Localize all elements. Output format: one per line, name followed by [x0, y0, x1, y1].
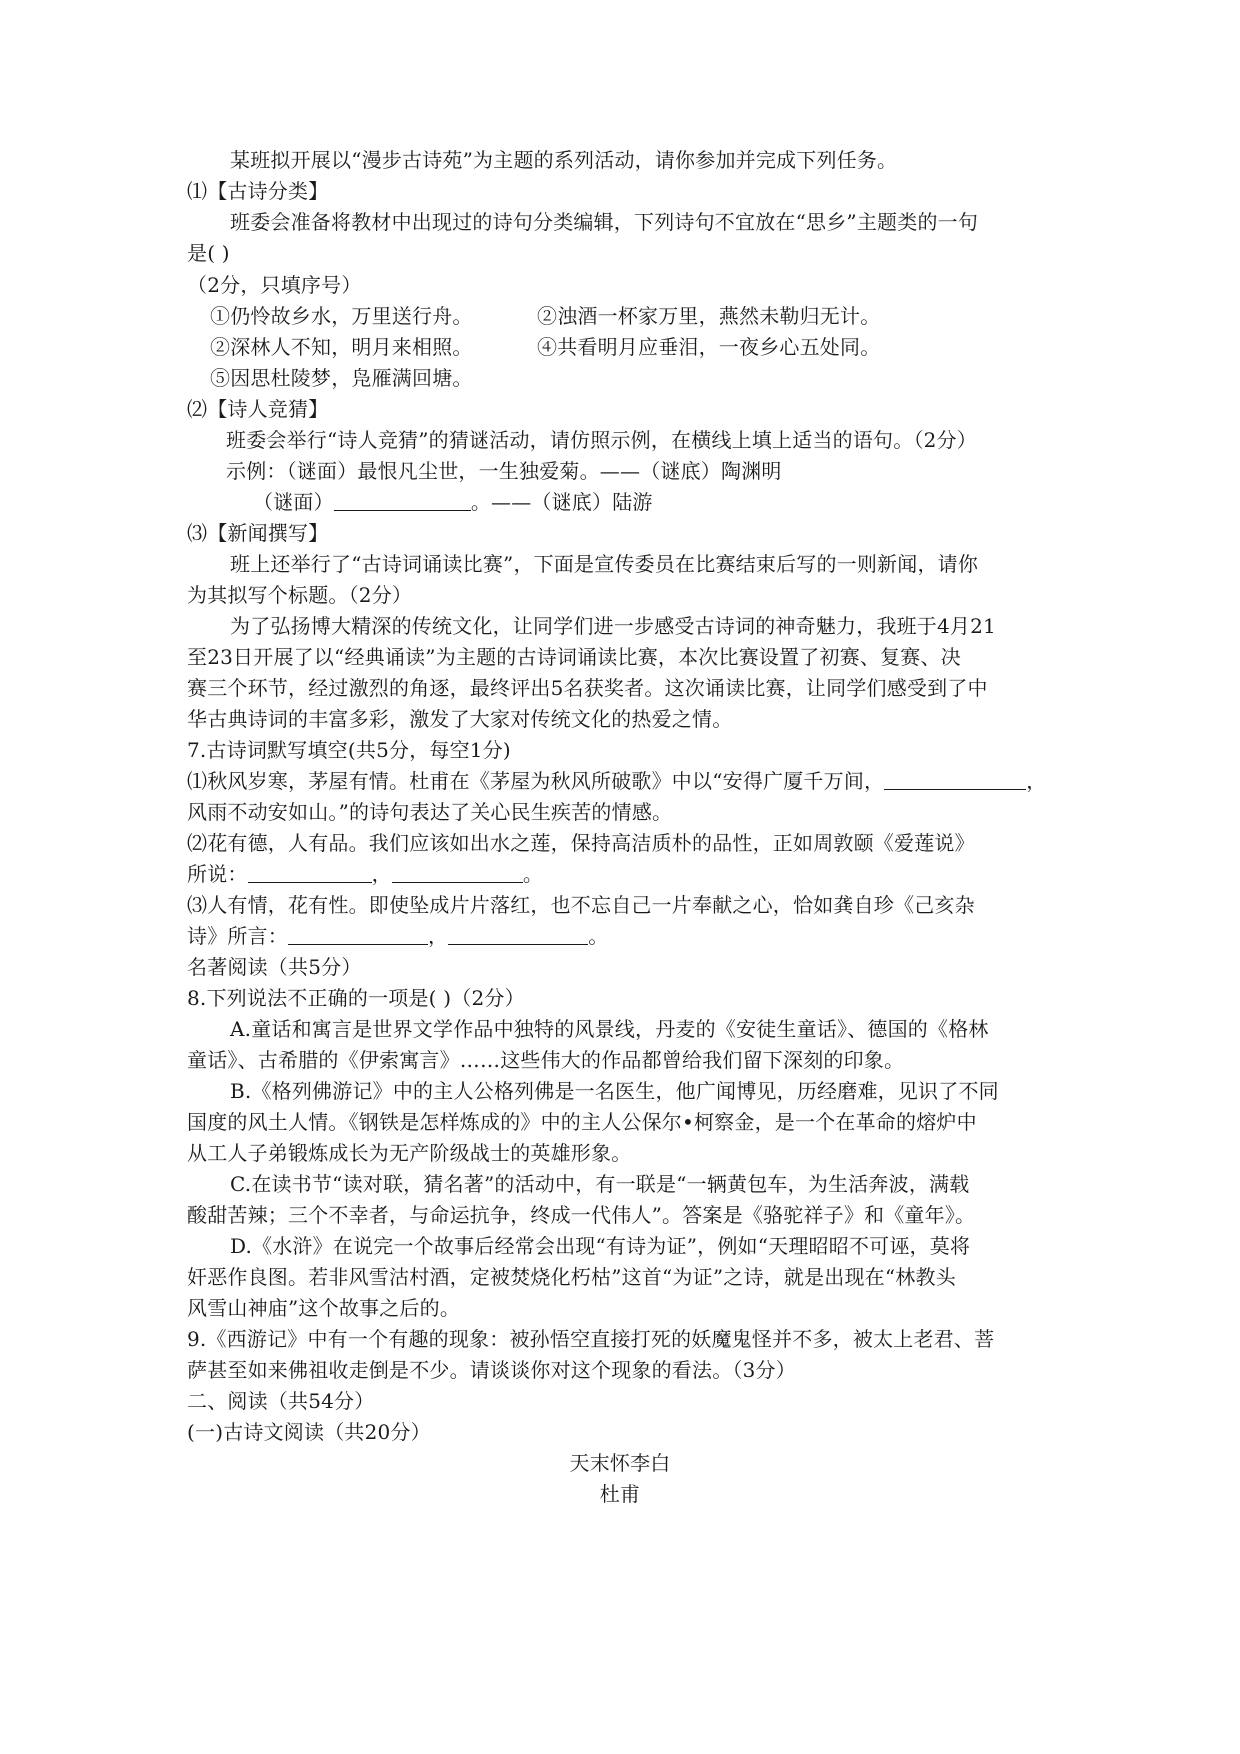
task1-option: ①仍怜故乡水，万里送行舟。	[210, 304, 473, 328]
q7-text: 所说：	[187, 862, 248, 886]
q8-option-c: C.在读书节“读对联，猜名著”的活动中，有一联是“一辆黄包车，为生活奔波，满载	[230, 1172, 970, 1196]
task2-example: 示例：（谜面）最恨凡尘世，一生独爱菊。——（谜底）陶渊明	[226, 459, 782, 483]
subsection-heading: (一)古诗文阅读（共20分）	[187, 1420, 431, 1444]
answer-blank[interactable]	[334, 488, 471, 511]
answer-blank[interactable]	[392, 860, 523, 883]
q7-item-1-cont: 风雨不动安如山。”的诗句表达了关心民生疾苦的情感。	[187, 800, 673, 824]
q8-option-b-cont: 国度的风土人情。《钢铁是怎样炼成的》中的主人公保尔•柯察金，是一个在革命的熔炉中	[187, 1110, 977, 1134]
q7-item-2-cont	[187, 859, 543, 889]
q7-text: 。	[522, 862, 544, 886]
q8-heading: 8.下列说法不正确的一项是( )（2分）	[187, 986, 525, 1010]
q7-text: ⑴秋风岁寒，茅屋有情。杜甫在《茅屋为秋风所破歌》中以“安得广厦千万间，	[187, 769, 885, 793]
q7-text: ，	[1026, 769, 1047, 793]
answer-blank[interactable]	[448, 922, 588, 945]
news-text: 为了弘扬博大精深的传统文化，让同学们进一步感受古诗词的神奇魅力，我班于4月21	[230, 614, 996, 638]
q7-item-3: ⑶人有情，花有性。即使坠成片片落红，也不忘自己一片奉献之心，恰如龚自珍《己亥杂	[187, 893, 975, 917]
q7-item-3-cont	[187, 921, 608, 951]
q7-text: 。	[588, 924, 609, 948]
q8-option-d-cont: 风雪山神庙”这个故事之后的。	[187, 1296, 461, 1320]
intro-text: 某班拟开展以“漫步古诗苑”为主题的系列活动，请你参加并完成下列任务。	[230, 148, 898, 172]
poem-title: 天末怀李白	[569, 1451, 671, 1475]
task3-heading: ⑶【新闻撰写】	[187, 521, 329, 545]
section-heading-mingzhu: 名著阅读（共5分）	[187, 955, 362, 979]
answer-blank[interactable]	[248, 860, 372, 883]
q8-option-d: D.《水浒》在说完一个故事后经常会出现“有诗为证”，例如“天理昭昭不可诬，莫将	[230, 1234, 971, 1258]
q7-item-1	[187, 766, 1046, 796]
q7-text: ，	[428, 924, 449, 948]
task3-prompt: 班上还举行了“古诗词诵读比赛”，下面是宣传委员在比赛结束后写的一则新闻，请你	[230, 552, 979, 576]
task3-prompt-cont: 为其拟写个标题。（2分）	[187, 583, 413, 607]
section-heading-reading: 二、阅读（共54分）	[187, 1389, 375, 1413]
news-text: 华古典诗词的丰富多彩，激发了大家对传统文化的热爱之情。	[187, 707, 733, 731]
task1-score: （2分，只填序号）	[187, 273, 362, 297]
q8-option-a: A.童话和寓言是世界文学作品中独特的风景线，丹麦的《安徒生童话》、德国的《格林	[230, 1017, 989, 1041]
q9-text-cont: 萨甚至如来佛祖收走倒是不少。请谈谈你对这个现象的看法。（3分）	[187, 1358, 796, 1382]
q7-item-2: ⑵花有德，人有品。我们应该如出水之莲，保持高洁质朴的品性，正如周敦颐《爱莲说》	[187, 831, 975, 855]
task1-option: ②深林人不知，明月来相照。	[210, 335, 473, 359]
riddle-answer: 。——（谜底）陆游	[470, 490, 653, 514]
q8-option-b: B.《格列佛游记》中的主人公格列佛是一名医生，他广闻博见，历经磨难，见识了不同	[230, 1079, 999, 1103]
task1-heading: ⑴【古诗分类】	[187, 179, 329, 203]
task1-prompt: 班委会准备将教材中出现过的诗句分类编辑，下列诗句不宜放在“思乡”主题类的一句	[230, 210, 979, 234]
riddle-label: （谜面）	[253, 490, 334, 514]
q8-option-c-cont: 酸甜苦辣；三个不幸者，与命运抗争，终成一代伟人”。答案是《骆驼祥子》和《童年》。	[187, 1203, 976, 1227]
q9-text: 9.《西游记》中有一个有趣的现象：被孙悟空直接打死的妖魔鬼怪并不多，被太上老君、菩	[187, 1327, 995, 1351]
q8-option-d-cont: 奸恶作良图。若非风雪沽村酒，定被焚烧化朽枯”这首“为证”之诗，就是出现在“林教头	[187, 1265, 956, 1289]
q8-option-b-cont: 从工人子弟锻炼成长为无产阶级战士的英雄形象。	[187, 1141, 632, 1165]
task1-option: ④共看明月应垂泪，一夜乡心五处同。	[537, 335, 881, 359]
poem-author: 杜甫	[599, 1482, 641, 1506]
task1-option: ⑤因思杜陵梦，凫雁满回塘。	[210, 366, 473, 390]
answer-blank[interactable]	[288, 922, 428, 945]
q8-option-a-cont: 童话》、古希腊的《伊索寓言》……这些伟大的作品都曾给我们留下深刻的印象。	[187, 1048, 905, 1072]
task1-option: ②浊酒一杯家万里，燕然未勒归无计。	[537, 304, 881, 328]
q7-text: ，	[371, 862, 392, 886]
answer-blank[interactable]	[884, 767, 1026, 790]
news-text: 赛三个环节，经过激烈的角逐，最终评出5名获奖者。这次诵读比赛，让同学们感受到了中	[187, 676, 988, 700]
q7-text: 诗》所言：	[187, 924, 288, 948]
task2-heading: ⑵【诗人竞猜】	[187, 397, 329, 421]
q7-heading: 7.古诗词默写填空(共5分，每空1分)	[187, 738, 511, 762]
news-text: 至23日开展了以“经典诵读”为主题的古诗词诵读比赛，本次比赛设置了初赛、复赛、决	[187, 645, 961, 669]
task2-answer-line	[253, 487, 653, 517]
task2-prompt: 班委会举行“诗人竞猜”的猜谜活动，请仿照示例，在横线上填上适当的语句。（2分）	[226, 428, 977, 452]
task1-prompt-cont: 是( )	[187, 241, 230, 265]
